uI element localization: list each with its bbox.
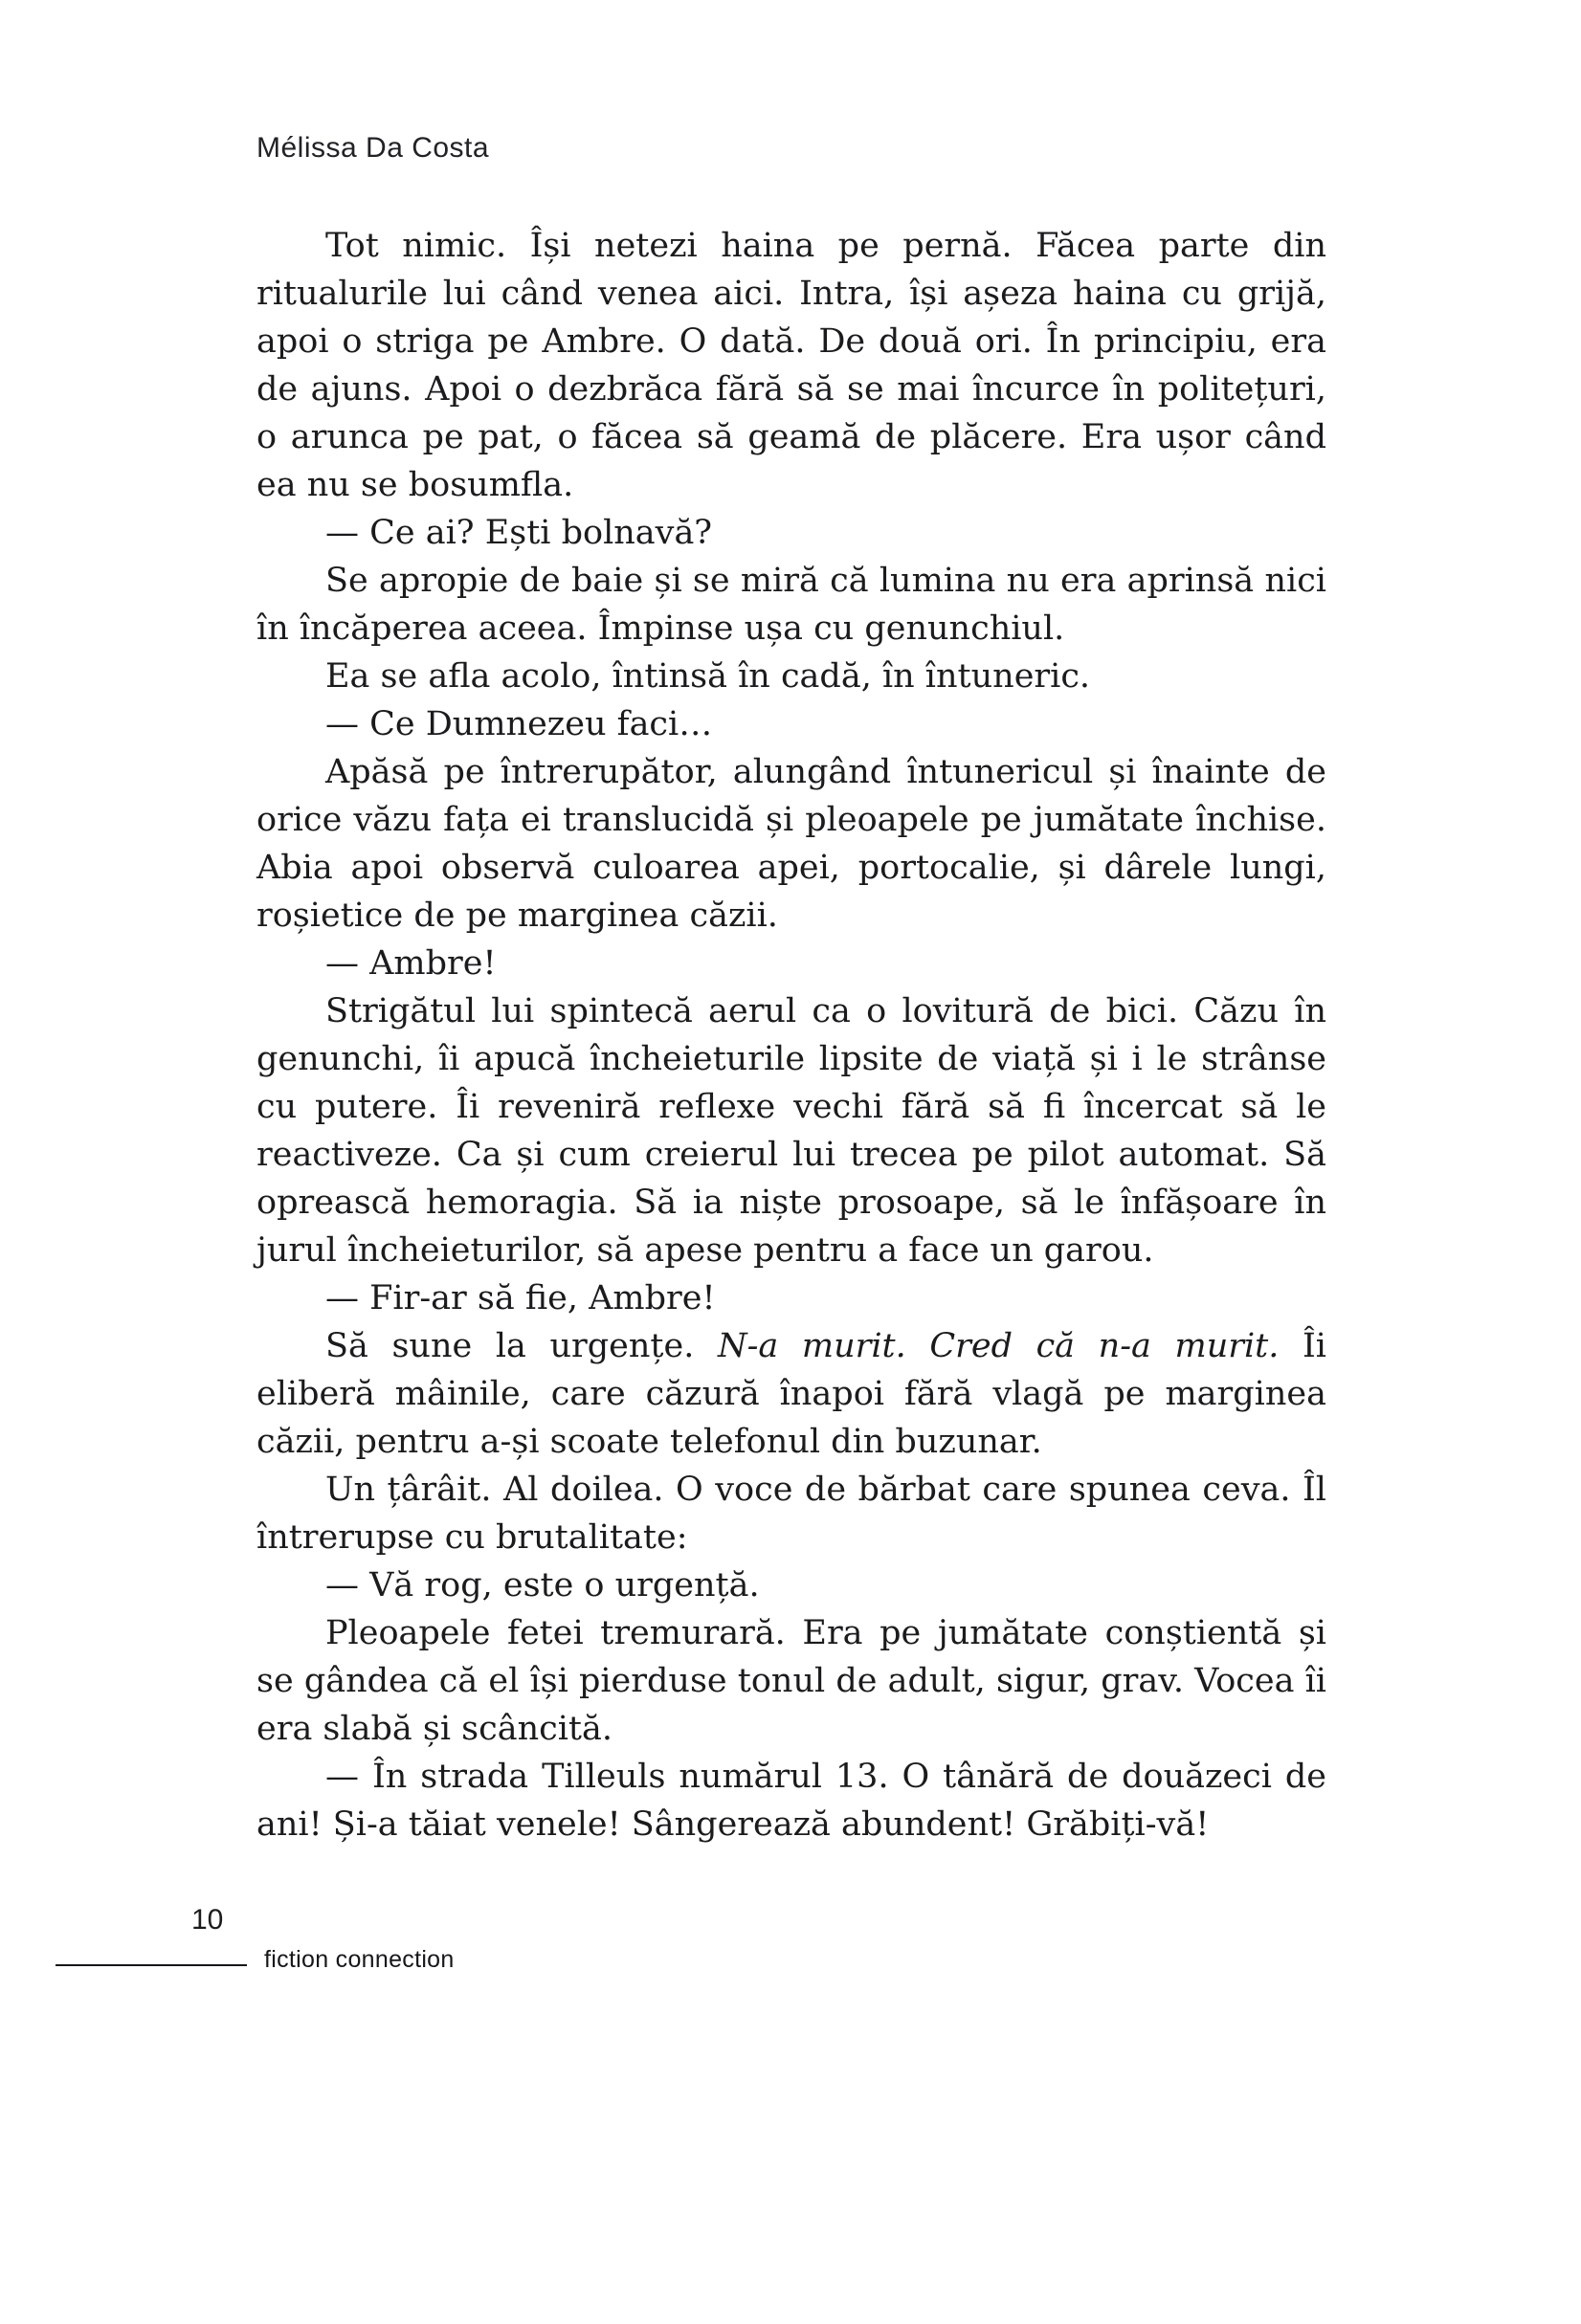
- paragraph-10-post: Îi eliberă mâinile, care căzură înapoi fără vlagă pe marginea căzii, pentru a-și scoate telefonul din buzunar.: [256, 1327, 1326, 1461]
- body-text: [256, 222, 1326, 1848]
- footer-rule: [56, 1964, 247, 1966]
- paragraph-1: Tot nimic. Își netezi haina pe pernă. Făcea parte din ritualurile lui când venea aici. Intra, își așeza haina cu grijă, apoi o striga pe Ambre. O dată. De două ori. În principiu, era de ajuns. Apoi o dezbrăca fără să se mai încurce în politețuri, o arunca pe pat, o făcea să geamă de plăcere. Era ușor când ea nu se bosumfla.: [256, 227, 1326, 504]
- paragraph-10: [256, 1322, 1326, 1466]
- paragraph-2-dialogue: — Ce ai? Ești bolnavă?: [325, 514, 713, 552]
- paragraph-14-dialogue: — În strada Tilleuls numărul 13. O tânără de douăzeci de ani! Și-a tăiat venele! Sângerează abundent! Grăbiți-vă!: [256, 1758, 1326, 1844]
- paragraph-13: Pleoapele fetei tremurară. Era pe jumătate conștientă și se gândea că el își pierduse tonul de adult, sigur, grav. Vocea îi era slabă și scâncită.: [256, 1614, 1326, 1748]
- paragraph-11: Un țârâit. Al doilea. O voce de bărbat care spunea ceva. Îl întrerupse cu brutalitate:: [256, 1471, 1326, 1557]
- paragraph-12-dialogue: — Vă rog, este o urgență.: [325, 1566, 760, 1605]
- paragraph-4: Ea se afla acolo, întinsă în cadă, în întuneric.: [325, 657, 1091, 696]
- footer-imprint-label: fiction connection: [264, 1946, 455, 1973]
- paragraph-9-dialogue: — Fir-ar să fie, Ambre!: [325, 1279, 716, 1317]
- paragraph-10-pre: Să sune la urgențe.: [325, 1327, 718, 1365]
- page-number: 10: [191, 1904, 224, 1936]
- paragraph-7-dialogue: — Ambre!: [325, 944, 497, 983]
- running-header-author: Mélissa Da Costa: [256, 132, 490, 164]
- paragraph-5-dialogue: — Ce Dumnezeu faci…: [325, 705, 713, 743]
- paragraph-8: Strigătul lui spintecă aerul ca o lovitură de bici. Căzu în genunchi, îi apucă încheieturile lipsite de viață și i le strânse cu putere. Îi reveniră reflexe vechi fără să fi încercat să le reactiveze. Ca și cum creierul lui trecea pe pilot automat. Să oprească hemoragia. Să ia niște prosoape, să le înfășoare în jurul încheieturilor, să apese pentru a face un garou.: [256, 992, 1326, 1270]
- paragraph-3: Se apropie de baie și se miră că lumina nu era aprinsă nici în încăperea aceea. Împinse ușa cu genunchiul.: [256, 562, 1326, 648]
- paragraph-10-italic: N-a murit. Cred că n-a murit.: [717, 1327, 1280, 1365]
- paragraph-6: Apăsă pe întrerupător, alungând întunericul și înainte de orice văzu fața ei translucidă și pleoapele pe jumătate închise. Abia apoi observă culoarea apei, portocalie, și dârele lungi, roșietice de pe marginea căzii.: [256, 753, 1326, 935]
